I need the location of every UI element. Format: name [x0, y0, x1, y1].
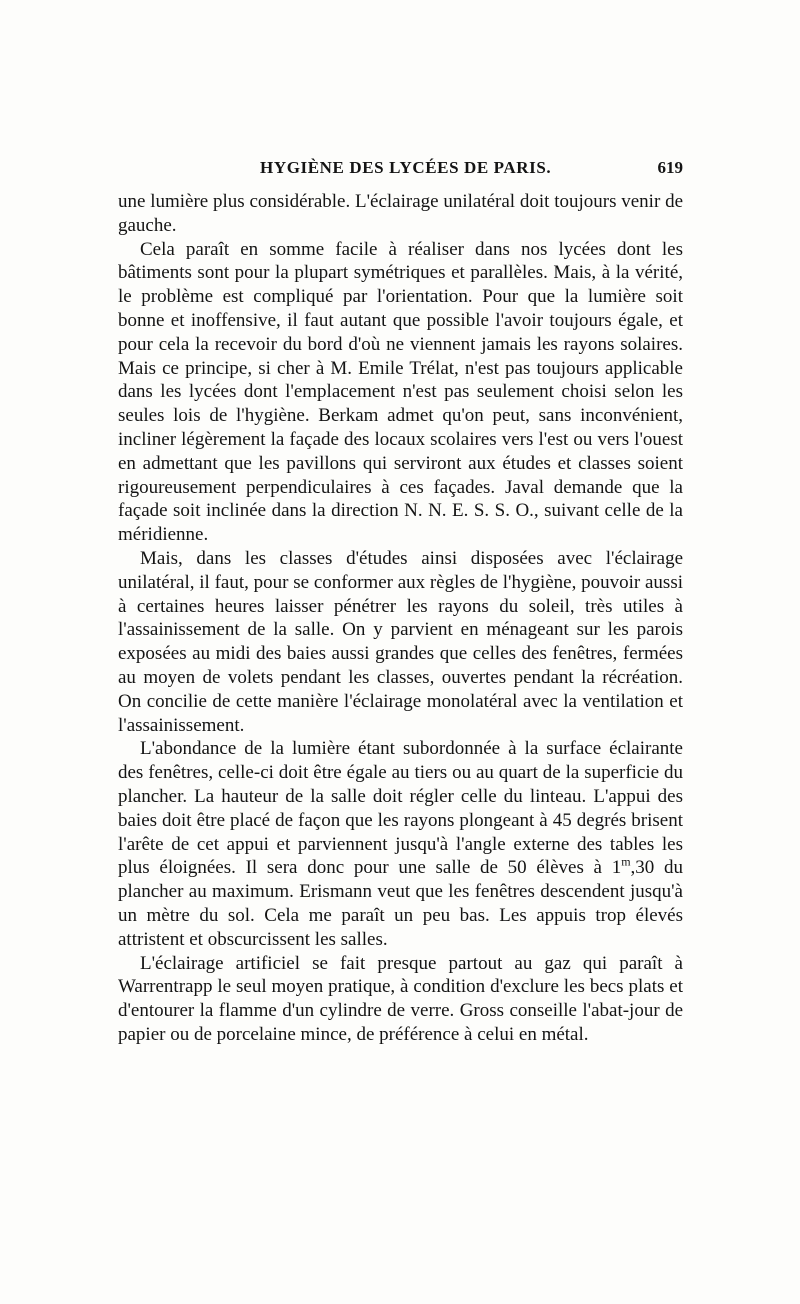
running-title: HYGIÈNE DES LYCÉES DE PARIS.: [260, 158, 552, 177]
paragraph-window-surface: [118, 737, 683, 951]
paragraph-window-surface-part2: ,30 du plancher au maximum. Erismann veut que les fenêtres descendent jusqu'à un mètre du sol. Cela me paraît un peu bas. Les appuis trop élevés attristent et obscurcissent les salles.: [118, 857, 684, 950]
paragraph-artificial-lighting: L'éclairage artificiel se fait presque partout au gaz qui paraît à Warrentrapp le seul moyen pratique, à condition d'exclure les becs plats et d'entourer la flamme d'un cylindre de verre. Gross conseille l'abat-jour de papier ou de porcelaine mince, de préférence à celui en métal.: [118, 952, 683, 1045]
paragraph-sunlight: Mais, dans les classes d'études ainsi disposées avec l'éclairage unilatéral, il faut, pour se conformer aux règles de l'hygiène, pouvoir aussi à certaines heures laisser pénétrer les rayons du soleil, très utiles à l'assainissement de la salle. On y parvient en ménageant sur les parois exposées au midi des baies aussi grandes que celles des fenêtres, fermées au moyen de volets pendant les classes, ouvertes pendant la récréation. On concilie de cette manière l'éclairage monolatéral avec la ventilation et l'assainissement.: [118, 547, 683, 736]
paragraph-continuation: une lumière plus considérable. L'éclairage unilatéral doit toujours venir de gauche.: [118, 191, 683, 236]
unit-superscript: m: [621, 854, 631, 869]
running-head: [118, 158, 683, 182]
page-number: 619: [657, 158, 683, 177]
paragraph-orientation: Cela paraît en somme facile à réaliser dans nos lycées dont les bâtiments sont pour la plupart symétriques et parallèles. Mais, à la vérité, le problème est compliqué par l'orientation. Pour que la lumière soit bonne et inoffensive, il faut autant que possible l'avoir toujours égale, et pour cela la recevoir du bord d'où ne viennent jamais les rayons solaires. Mais ce principe, si cher à M. Emile Trélat, n'est pas toujours applicable dans les lycées dont l'emplacement n'est pas seulement choisi selon les seules lois de l'hygiène. Berkam admet qu'on peut, sans inconvénient, incliner légèrement la façade des locaux scolaires vers l'est ou vers l'ouest en admettant que les pavillons qui serviront aux études et classes soient rigoureusement perpendiculaires à ces façades. Javal demande que la façade soit inclinée dans la direction N. N. E. S. S. O., suivant celle de la méridienne.: [118, 238, 683, 546]
body-text: [118, 190, 683, 1047]
paragraph-window-surface-part1: L'abondance de la lumière étant subordonnée à la surface éclairante des fenêtres, celle-ci doit être égale au tiers ou au quart de la superficie du plancher. La hauteur de la salle doit régler celle du linteau. L'appui des baies doit être placé de façon que les rayons plongeant à 45 degrés brisent l'arête de cet appui et parviennent jusqu'à l'angle externe des tables les plus éloignées. Il sera donc pour une salle de 50 élèves à 1: [118, 738, 683, 879]
